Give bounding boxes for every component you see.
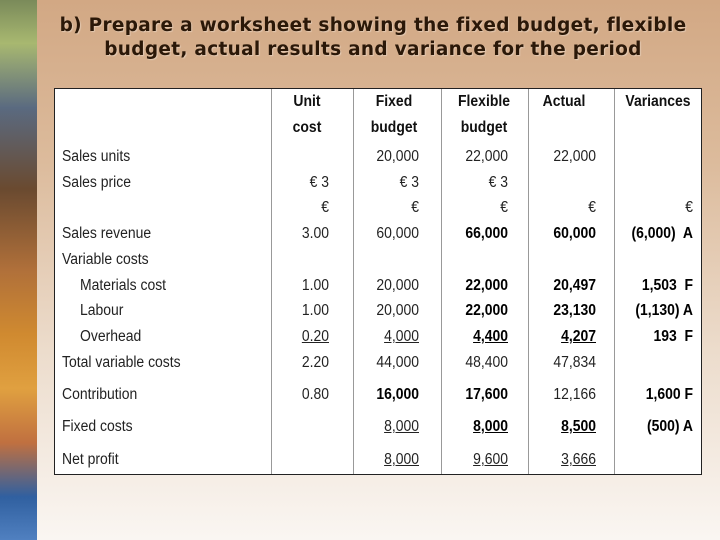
table-cell: 3.00 <box>301 225 329 242</box>
row-label: Sales units <box>62 148 131 165</box>
table-cell: 1,600 F <box>645 386 693 403</box>
table-cell: 20,000 <box>376 277 419 294</box>
column-header: Fixed <box>375 93 413 110</box>
table-cell: 1.00 <box>301 302 329 319</box>
table-cell: 3,666 <box>561 451 596 468</box>
table-cell: 22,000 <box>465 302 508 319</box>
table-cell: 16,000 <box>376 386 419 403</box>
table-cell: 23,130 <box>553 302 596 319</box>
table-cell: € <box>588 199 596 216</box>
table-cell: 20,497 <box>553 277 596 294</box>
table-cell: 8,500 <box>561 418 596 435</box>
table-cell: 22,000 <box>553 148 596 165</box>
row-label: Contribution <box>62 386 138 403</box>
column-header: Variances <box>625 93 691 110</box>
column-header: budget <box>460 119 508 136</box>
table-cell: 1,503 F <box>641 277 693 294</box>
table-cell: 9,600 <box>473 451 508 468</box>
budget-worksheet-table <box>54 88 702 475</box>
table-cell: 47,834 <box>553 354 596 371</box>
table-cell: 0.20 <box>301 328 329 345</box>
table-cell: 4,000 <box>384 328 419 345</box>
table-cell: € 3 <box>488 174 508 191</box>
table-cell: 17,600 <box>465 386 508 403</box>
table-cell: € <box>321 199 329 216</box>
row-label: Fixed costs <box>62 418 133 435</box>
euro-banknotes-photo <box>0 0 37 540</box>
table-cell: 22,000 <box>465 148 508 165</box>
table-cell: € <box>500 199 508 216</box>
row-label: Sales revenue <box>62 225 152 242</box>
table-cell: 8,000 <box>473 418 508 435</box>
column-header: budget <box>370 119 418 136</box>
table-cell: 1.00 <box>301 277 329 294</box>
table-cell: 20,000 <box>376 148 419 165</box>
table-cell: (6,000) A <box>631 225 693 242</box>
table-cell: 4,400 <box>473 328 508 345</box>
table-cell: 48,400 <box>465 354 508 371</box>
table-cell: 44,000 <box>376 354 419 371</box>
table-cell: 20,000 <box>376 302 419 319</box>
table-cell: 66,000 <box>465 225 508 242</box>
column-header: cost <box>292 119 322 136</box>
table-cell: 60,000 <box>376 225 419 242</box>
table-cell: € <box>411 199 419 216</box>
row-label: Materials cost <box>80 277 167 294</box>
table-cell: 12,166 <box>553 386 596 403</box>
table-cell: 22,000 <box>465 277 508 294</box>
table-cell: (500) A <box>647 418 693 435</box>
table-cell: 8,000 <box>384 418 419 435</box>
title-line-1: b) Prepare a worksheet showing the fixed budget, flexible <box>59 15 687 36</box>
table-cell: 8,000 <box>384 451 419 468</box>
title-line-2: budget, actual results and variance for the period <box>104 39 642 60</box>
table-cell: 0.80 <box>301 386 329 403</box>
table-cell: € 3 <box>399 174 419 191</box>
row-label: Variable costs <box>62 251 149 268</box>
table-cell: 193 F <box>653 328 693 345</box>
table-cell: 2.20 <box>301 354 329 371</box>
column-header: Flexible <box>458 93 510 110</box>
table-cell: € <box>685 199 693 216</box>
row-label: Total variable costs <box>62 354 181 371</box>
table-cell: 60,000 <box>553 225 596 242</box>
row-label: Net profit <box>62 451 119 468</box>
slide-title <box>40 14 706 62</box>
row-label: Overhead <box>80 328 142 345</box>
table-cell: 4,207 <box>561 328 596 345</box>
row-label: Sales price <box>62 174 132 191</box>
row-label: Labour <box>80 302 124 319</box>
column-header: Unit <box>293 93 321 110</box>
table-cell: (1,130) A <box>635 302 693 319</box>
table-cell: € 3 <box>309 174 329 191</box>
column-header: Actual <box>542 93 586 110</box>
